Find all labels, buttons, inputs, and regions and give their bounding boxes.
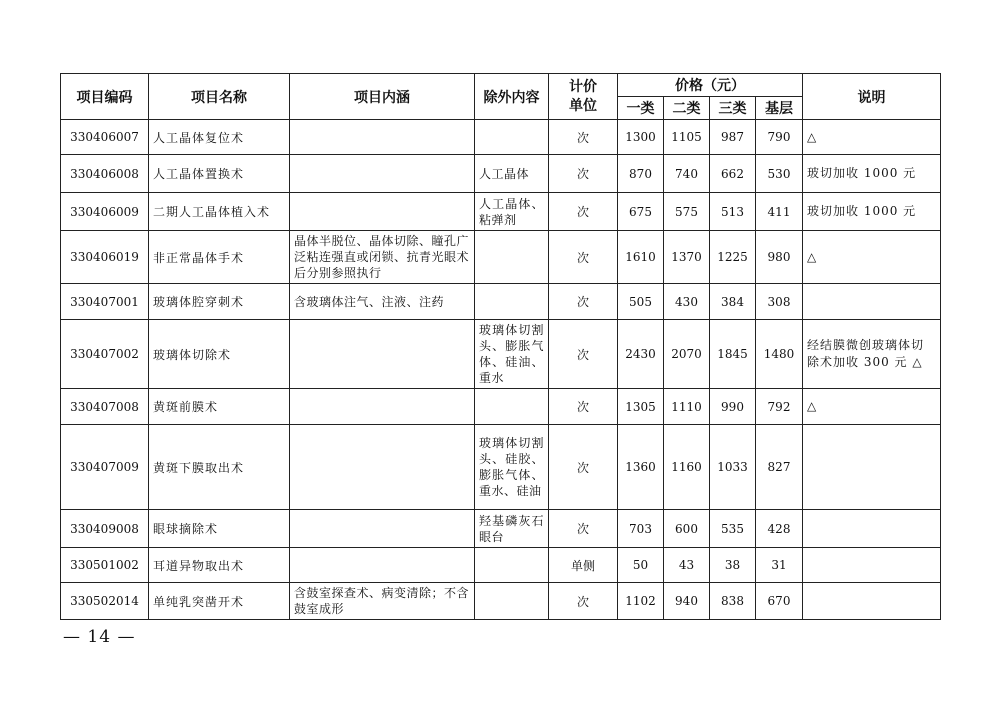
cell-exclusion: 玻璃体切割头、膨胀气体、硅油、重水 (475, 320, 549, 389)
cell-scope (290, 193, 475, 231)
cell-price-tier3: 38 (710, 548, 756, 583)
cell-price-base: 790 (756, 120, 803, 155)
price-table (60, 73, 941, 620)
cell-price-base: 1480 (756, 320, 803, 389)
cell-price-tier1: 1610 (618, 231, 664, 284)
cell-exclusion: 羟基磷灰石眼台 (475, 510, 549, 548)
cell-unit: 次 (549, 284, 618, 320)
cell-price-base: 530 (756, 155, 803, 193)
cell-price-tier3: 990 (710, 389, 756, 425)
cell-name: 玻璃体腔穿刺术 (149, 284, 290, 320)
cell-price-tier1: 1305 (618, 389, 664, 425)
cell-price-tier1: 1102 (618, 583, 664, 620)
cell-unit: 次 (549, 583, 618, 620)
header-base: 基层 (756, 97, 803, 120)
cell-price-base: 670 (756, 583, 803, 620)
cell-exclusion (475, 389, 549, 425)
cell-price-base: 31 (756, 548, 803, 583)
cell-code: 330502014 (61, 583, 149, 620)
table-row (61, 425, 941, 510)
table-row (61, 583, 941, 620)
table-row (61, 510, 941, 548)
cell-price-base: 792 (756, 389, 803, 425)
cell-price-tier3: 513 (710, 193, 756, 231)
cell-name: 玻璃体切除术 (149, 320, 290, 389)
cell-price-tier2: 740 (664, 155, 710, 193)
cell-name: 耳道异物取出术 (149, 548, 290, 583)
cell-price-tier2: 1110 (664, 389, 710, 425)
table-row (61, 120, 941, 155)
cell-price-base: 428 (756, 510, 803, 548)
table-row (61, 284, 941, 320)
header-scope: 项目内涵 (290, 74, 475, 120)
cell-code: 330409008 (61, 510, 149, 548)
cell-price-tier3: 838 (710, 583, 756, 620)
cell-scope (290, 389, 475, 425)
cell-note: △ (803, 231, 941, 284)
cell-price-tier2: 43 (664, 548, 710, 583)
cell-unit: 次 (549, 231, 618, 284)
cell-price-tier2: 1105 (664, 120, 710, 155)
cell-price-tier1: 1360 (618, 425, 664, 510)
table-row (61, 193, 941, 231)
header-tier3: 三类 (710, 97, 756, 120)
table-row (61, 320, 941, 389)
cell-name: 黄斑下膜取出术 (149, 425, 290, 510)
cell-note (803, 583, 941, 620)
cell-note: △ (803, 389, 941, 425)
cell-unit: 单侧 (549, 548, 618, 583)
header-unit: 计价单位 (549, 74, 618, 120)
cell-scope (290, 548, 475, 583)
cell-note: 玻切加收 1000 元 (803, 193, 941, 231)
cell-price-tier2: 600 (664, 510, 710, 548)
cell-price-tier2: 2070 (664, 320, 710, 389)
cell-unit: 次 (549, 120, 618, 155)
header-exclusion: 除外内容 (475, 74, 549, 120)
cell-price-tier3: 1225 (710, 231, 756, 284)
cell-exclusion (475, 548, 549, 583)
header-note: 说明 (803, 74, 941, 120)
cell-scope (290, 425, 475, 510)
page-number: — 14 — (63, 627, 136, 647)
cell-price-tier1: 2430 (618, 320, 664, 389)
cell-code: 330501002 (61, 548, 149, 583)
cell-note (803, 284, 941, 320)
cell-note (803, 548, 941, 583)
cell-price-tier1: 505 (618, 284, 664, 320)
cell-exclusion: 玻璃体切割头、硅胶、膨胀气体、重水、硅油 (475, 425, 549, 510)
cell-name: 黄斑前膜术 (149, 389, 290, 425)
cell-unit: 次 (549, 193, 618, 231)
cell-price-tier2: 1370 (664, 231, 710, 284)
cell-scope (290, 510, 475, 548)
table-body (61, 120, 941, 620)
header-price-group: 价格（元） (618, 74, 803, 97)
cell-price-tier3: 384 (710, 284, 756, 320)
cell-name: 二期人工晶体植入术 (149, 193, 290, 231)
cell-code: 330406019 (61, 231, 149, 284)
cell-unit: 次 (549, 425, 618, 510)
cell-price-tier1: 50 (618, 548, 664, 583)
cell-price-tier1: 1300 (618, 120, 664, 155)
cell-scope: 晶体半脱位、晶体切除、瞳孔广泛粘连强直或闭锁、抗青光眼术后分别参照执行 (290, 231, 475, 284)
cell-unit: 次 (549, 155, 618, 193)
cell-price-tier1: 703 (618, 510, 664, 548)
table-row (61, 155, 941, 193)
cell-price-tier2: 575 (664, 193, 710, 231)
cell-scope: 含玻璃体注气、注液、注药 (290, 284, 475, 320)
cell-price-tier2: 1160 (664, 425, 710, 510)
cell-scope (290, 155, 475, 193)
cell-note: 经结膜微创玻璃体切除术加收 300 元 △ (803, 320, 941, 389)
cell-code: 330407008 (61, 389, 149, 425)
cell-price-tier3: 1033 (710, 425, 756, 510)
cell-code: 330406007 (61, 120, 149, 155)
cell-name: 人工晶体复位术 (149, 120, 290, 155)
table-row (61, 548, 941, 583)
cell-name: 单纯乳突凿开术 (149, 583, 290, 620)
cell-code: 330407001 (61, 284, 149, 320)
cell-price-tier3: 662 (710, 155, 756, 193)
header-tier1: 一类 (618, 97, 664, 120)
header-tier2: 二类 (664, 97, 710, 120)
cell-code: 330406008 (61, 155, 149, 193)
cell-note: 玻切加收 1000 元 (803, 155, 941, 193)
cell-price-base: 411 (756, 193, 803, 231)
cell-price-tier3: 1845 (710, 320, 756, 389)
cell-price-base: 827 (756, 425, 803, 510)
cell-price-tier2: 940 (664, 583, 710, 620)
cell-name: 非正常晶体手术 (149, 231, 290, 284)
cell-price-base: 308 (756, 284, 803, 320)
table-row (61, 231, 941, 284)
header-name: 项目名称 (149, 74, 290, 120)
cell-scope: 含鼓室探查术、病变清除；不含鼓室成形 (290, 583, 475, 620)
cell-scope (290, 120, 475, 155)
cell-name: 人工晶体置换术 (149, 155, 290, 193)
cell-unit: 次 (549, 320, 618, 389)
cell-unit: 次 (549, 510, 618, 548)
cell-exclusion (475, 120, 549, 155)
cell-exclusion (475, 284, 549, 320)
cell-price-tier1: 675 (618, 193, 664, 231)
cell-note (803, 425, 941, 510)
cell-price-tier3: 987 (710, 120, 756, 155)
cell-price-tier1: 870 (618, 155, 664, 193)
cell-code: 330407009 (61, 425, 149, 510)
header-code: 项目编码 (61, 74, 149, 120)
cell-note (803, 510, 941, 548)
cell-note: △ (803, 120, 941, 155)
cell-unit: 次 (549, 389, 618, 425)
cell-exclusion: 人工晶体 (475, 155, 549, 193)
cell-price-base: 980 (756, 231, 803, 284)
cell-code: 330407002 (61, 320, 149, 389)
cell-code: 330406009 (61, 193, 149, 231)
cell-name: 眼球摘除术 (149, 510, 290, 548)
cell-scope (290, 320, 475, 389)
cell-exclusion: 人工晶体、粘弹剂 (475, 193, 549, 231)
cell-exclusion (475, 583, 549, 620)
cell-price-tier3: 535 (710, 510, 756, 548)
table-row (61, 389, 941, 425)
cell-price-tier2: 430 (664, 284, 710, 320)
cell-exclusion (475, 231, 549, 284)
